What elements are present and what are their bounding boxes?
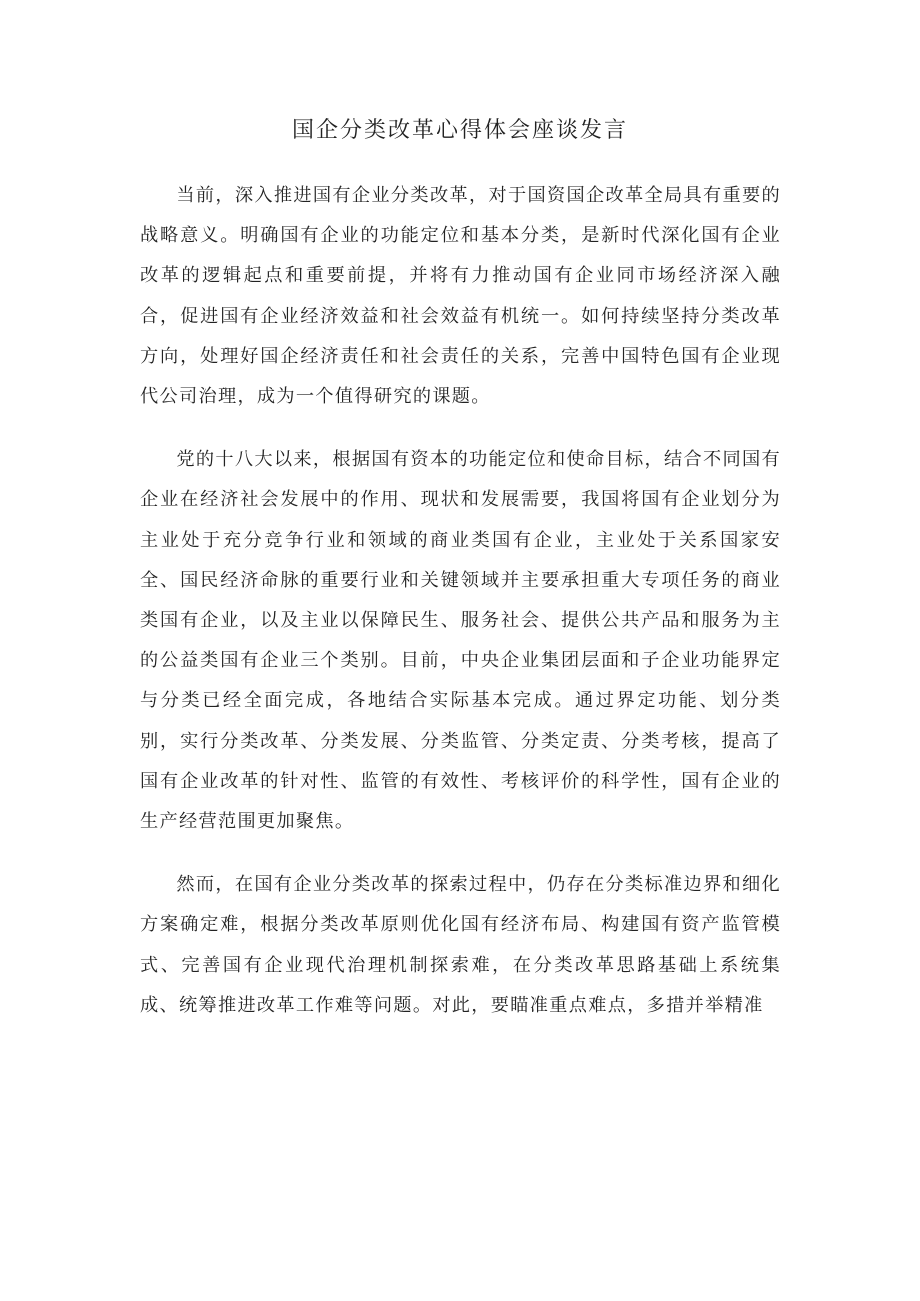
paragraph-2: 党的十八大以来，根据国有资本的功能定位和使命目标，结合不同国有企业在经济社会发展中的作用、现状和发展需要，我国将国有企业划分为主业处于充分竞争行业和领域的商业类国有企业，主业处于关系国家安全、国民经济命脉的重要行业和关键领域并主要承担重大专项任务的商业类国有企业，以及主业以保障民生、服务社会、提供公共产品和服务为主的公益类国有企业三个类别。目前，中央企业集团层面和子企业功能界定与分类已经全面完成，各地结合实际基本完成。通过界定功能、划分类别，实行分类改革、分类发展、分类监管、分类定责、分类考核，提高了国有企业改革的针对性、监管的有效性、考核评价的科学性，国有企业的生产经营范围更加聚焦。 [140,449,781,833]
paragraph-1: 当前，深入推进国有企业分类改革，对于国资国企改革全局具有重要的战略意义。明确国有企业的功能定位和基本分类，是新时代深化国有企业改革的逻辑起点和重要前提，并将有力推动国有企业同市场经济深入融合，促进国有企业经济效益和社会效益有机统一。如何持续坚持分类改革方向，处理好国企经济责任和社会责任的关系，完善中国特色国有企业现代公司治理，成为一个值得研究的课题。 [140,185,781,408]
document-title: 国企分类改革心得体会座谈发言 [291,118,628,143]
document-body [140,176,781,1026]
paragraph-3: 然而，在国有企业分类改革的探索过程中，仍存在分类标准边界和细化方案确定难，根据分类改革原则优化国有经济布局、构建国有资产监管模式、完善国有企业现代治理机制探索难，在分类改革思路基础上系统集成、统筹推进改革工作难等问题。对此，要瞄准重点难点，多措并举精准 [140,874,781,1016]
